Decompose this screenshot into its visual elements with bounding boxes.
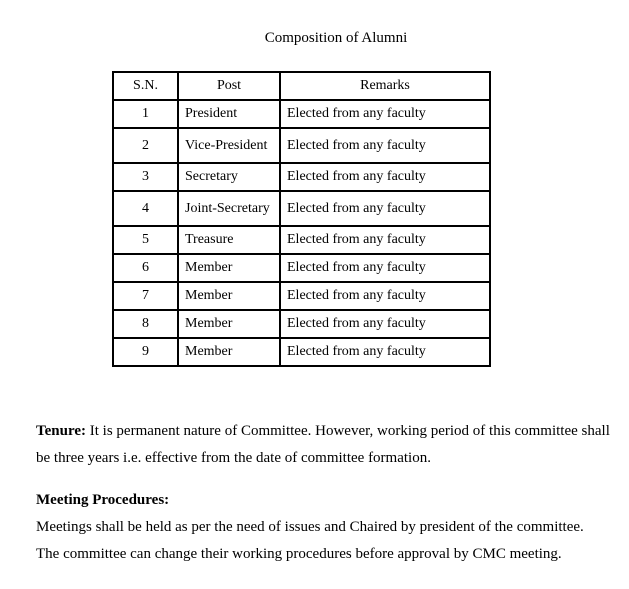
tenure-text: It is permanent nature of Committee. However, working period of this committee shall be three years i.e. effective from the date of committee formation. [36, 423, 610, 466]
table-row [113, 128, 490, 163]
cell-sn: 4 [113, 191, 178, 226]
cell-post: Member [178, 338, 280, 366]
table-row [113, 226, 490, 254]
cell-remarks: Elected from any faculty [280, 100, 490, 128]
table-row [113, 310, 490, 338]
cell-remarks: Elected from any faculty [280, 310, 490, 338]
cell-sn: 7 [113, 282, 178, 310]
cell-post: Joint-Secretary [178, 191, 280, 226]
cell-remarks: Elected from any faculty [280, 163, 490, 191]
cell-sn: 8 [113, 310, 178, 338]
cell-sn: 1 [113, 100, 178, 128]
header-post: Post [178, 72, 280, 100]
table-header-row [113, 72, 490, 100]
document-title: Composition of Alumni [264, 30, 408, 46]
cell-post: Treasure [178, 226, 280, 254]
header-sn: S.N. [113, 72, 178, 100]
table-row [113, 338, 490, 366]
cell-sn: 5 [113, 226, 178, 254]
cell-post: Vice-President [178, 128, 280, 163]
table-row [113, 100, 490, 128]
header-remarks: Remarks [280, 72, 490, 100]
composition-table [112, 71, 491, 367]
table-row [113, 191, 490, 226]
cell-post: President [178, 100, 280, 128]
cell-remarks: Elected from any faculty [280, 128, 490, 163]
cell-sn: 2 [113, 128, 178, 163]
tenure-paragraph [36, 418, 626, 472]
cell-remarks: Elected from any faculty [280, 191, 490, 226]
table-row [113, 282, 490, 310]
table-row [113, 163, 490, 191]
cell-remarks: Elected from any faculty [280, 282, 490, 310]
meeting-procedures-heading: Meeting Procedures: [36, 492, 170, 508]
cell-sn: 3 [113, 163, 178, 191]
meeting-procedures-section [36, 487, 626, 568]
meeting-procedures-line-2: The committee can change their working procedures before approval by CMC meeting. [36, 546, 562, 562]
table-row [113, 254, 490, 282]
cell-remarks: Elected from any faculty [280, 338, 490, 366]
cell-remarks: Elected from any faculty [280, 226, 490, 254]
cell-sn: 6 [113, 254, 178, 282]
cell-post: Member [178, 310, 280, 338]
cell-sn: 9 [113, 338, 178, 366]
meeting-procedures-line-1: Meetings shall be held as per the need of issues and Chaired by president of the committee. [36, 519, 584, 535]
cell-post: Member [178, 282, 280, 310]
tenure-label: Tenure: [36, 423, 87, 439]
cell-remarks: Elected from any faculty [280, 254, 490, 282]
cell-post: Secretary [178, 163, 280, 191]
cell-post: Member [178, 254, 280, 282]
